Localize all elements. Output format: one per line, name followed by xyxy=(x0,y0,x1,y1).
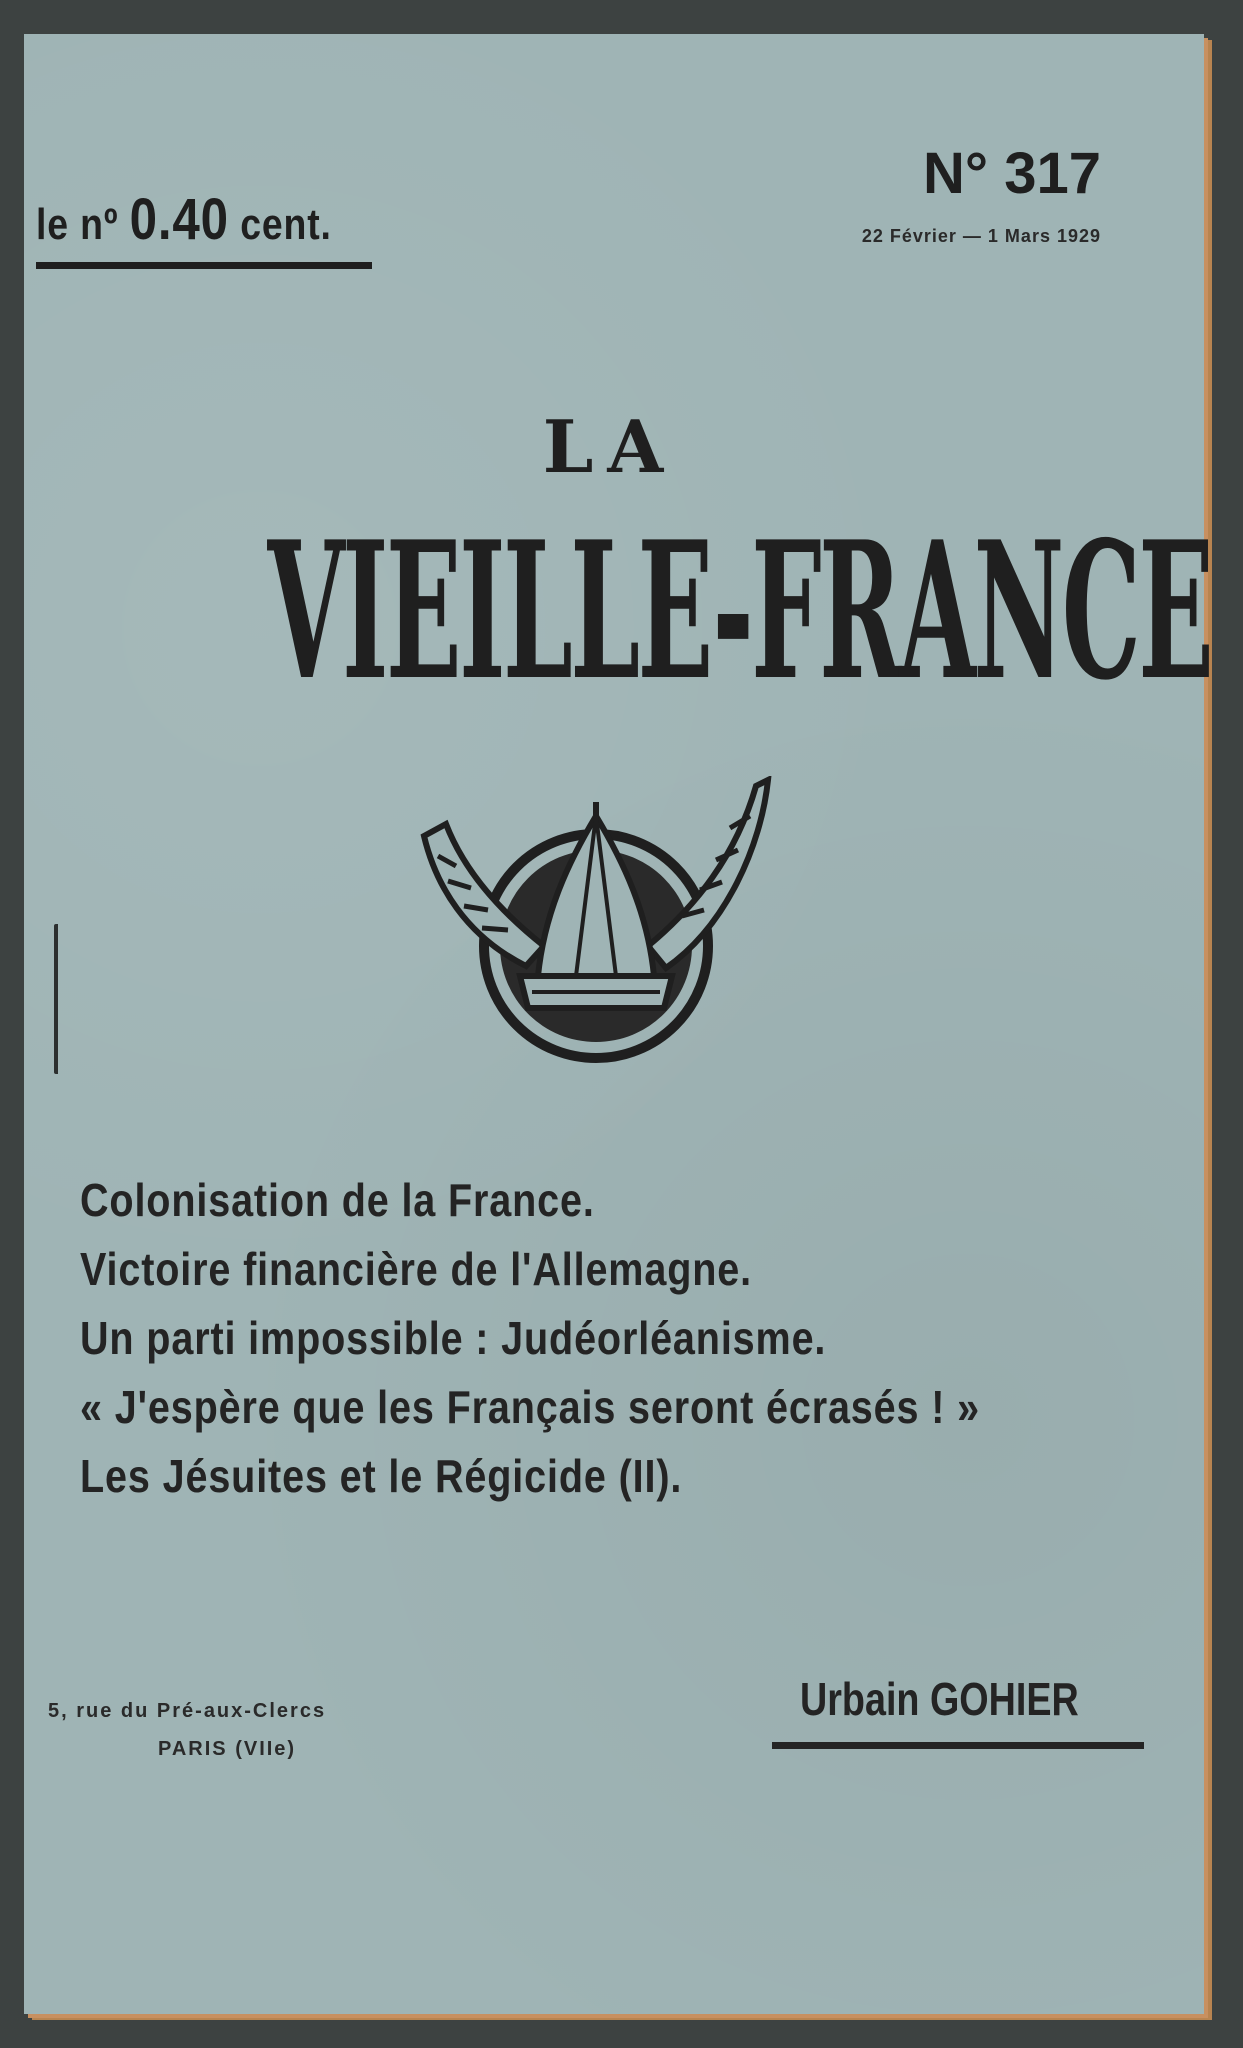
masthead-title: VIEILLE-FRANCE xyxy=(267,500,1212,722)
issue-date: 22 Février — 1 Mars 1929 xyxy=(861,226,1101,246)
address-street: 5, rue du Pré-aux-Clercs xyxy=(48,1700,327,1722)
headline-list xyxy=(80,1166,1140,1511)
publisher-address xyxy=(48,1692,326,1768)
price-unit: cent. xyxy=(240,200,332,249)
headline-item: Un parti impossible : Judéorléanisme. xyxy=(80,1312,827,1364)
headline-item: Colonisation de la France. xyxy=(80,1174,595,1226)
author-name: Urbain GOHIER xyxy=(800,1673,1079,1725)
staple xyxy=(54,924,66,1074)
price-amount: 0.40 xyxy=(129,187,229,252)
author-underline xyxy=(772,1742,1144,1749)
price-underline xyxy=(36,262,372,269)
headline-item: Les Jésuites et le Régicide (II). xyxy=(80,1450,683,1502)
title-article: LA xyxy=(542,404,678,489)
winged-helmet-emblem-icon xyxy=(416,776,776,1076)
issue-number: N° 317 xyxy=(923,141,1101,206)
price-prefix: le nº xyxy=(36,200,119,249)
headline-item: « J'espère que les Français seront écrasés ! » xyxy=(80,1381,980,1433)
price-label xyxy=(36,186,332,253)
headline-item: Victoire financière de l'Allemagne. xyxy=(80,1243,752,1295)
address-city: PARIS (VIIe) xyxy=(158,1738,297,1760)
